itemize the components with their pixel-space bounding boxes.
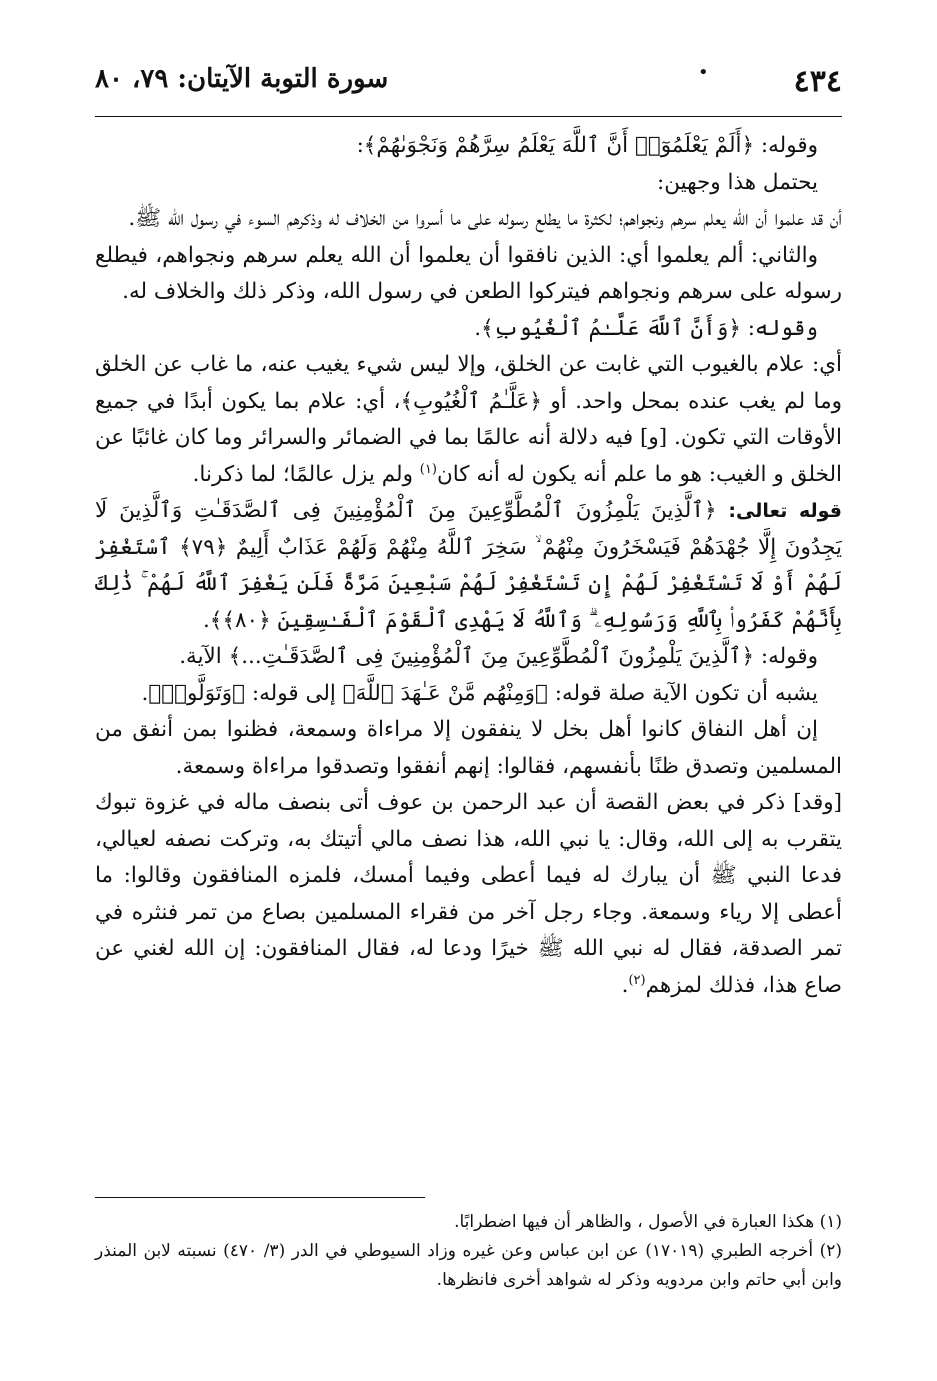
footnotes	[95, 1208, 842, 1295]
paragraph-9: إن أهل النفاق كانوا أهل بخل لا ينفقون إلا مراءاة وسمعة، فظنوا بمن أنفق من المسلمين وتصدق ظنًا بأنفسهم، فقالوا: إنهم أنفقوا وتصدقوا مراءاة وسمعة.	[95, 717, 842, 779]
page-header	[95, 58, 842, 118]
paragraph-6	[95, 347, 842, 493]
paragraph-2: يحتمل هذا وجهين:	[656, 169, 818, 195]
paragraph-7: وقوله: ﴿ٱلَّذِينَ يَلْمِزُونَ ٱلْمُطَّوِّعِينَ مِنَ ٱلْمُؤْمِنِينَ فِى ٱلصَّدَقَـٰتِ...﴾ الآية.	[179, 644, 818, 669]
header-dot: •	[698, 62, 709, 83]
header-divider	[95, 116, 842, 117]
verse-intro: قوله تعالى:	[728, 500, 842, 522]
paragraph-6-end: ولم يزل عالمًا؛ لما ذكرنا.	[192, 461, 420, 487]
paragraph-10-text: [وقد] ذكر في بعض القصة أن عبد الرحمن بن عوف أتى بنصف ماله في غزوة تبوك يتقرب به إلى الله، وقال: يا نبي الله، هذا نصف مالي أتيتك به، وتركت نصفه لعيالي، فدعا النبي ﷺ أن يبارك له فيما أعطى وفيما أمسك، فلمزه المنافقون وقالوا: ما أعطى إلا رياء وسمعة. وجاء رجل آخر من فقراء المسلمين بصاع من تمر فنثره في تمر الصدقة، فقال له نبي الله ﷺ خيرًا ودعا له، فقال المنافقون: إن الله لغني عن صاع هذا، فذلك لمزهم	[95, 790, 842, 998]
paragraph-10	[95, 785, 842, 1004]
footnote-1: (١) هكذا العبارة في الأصول ، والظاهر أن فيها اضطرابًا.	[454, 1212, 842, 1232]
footnote-ref-2: (٢)	[628, 972, 646, 988]
paragraph-6-text: أي: علام بالغيوب التي غابت عن الخلق، وإلا ليس شيء يغيب عنه، ما غاب عن الخلق وما لم يغب عنده بمحل واحد. أو ﴿عَلَّـٰمُ ٱلْغُيُوبِ﴾، أي: علام بما يكون أبدًا في جميع الأوقات التي تكون. [و] فيه دلالة أنه عالمًا بما في الضمائر والسرائر وما كان غائبًا عن الخلق و الغيب: هو ما علم أنه يكون له أنه كان	[95, 352, 842, 487]
paragraph-1: وقوله: ﴿أَلَمْ يَعْلَمُوٓا۟ أَنَّ ٱللَّهَ يَعْلَمُ سِرَّهُمْ وَنَجْوَىٰهُمْ﴾:	[356, 133, 818, 158]
footnote-ref-1: (١)	[419, 461, 437, 477]
paragraph-8: يشبه أن تكون الآية صلة قوله: ﴿وَمِنْهُم مَّنْ عَـٰهَدَ ٱللَّهَ﴾ إلى قوله: ﴿وَتَوَلَّوا۟﴾.	[141, 680, 818, 706]
main-text	[95, 128, 842, 1198]
paragraph-3: أن قد علموا أن الله يعلم سرهم ونجواهم؛ لكثرة ما يطلع رسوله على ما أسروا من الخلاف له وذكرهم السوء في رسول الله ﷺ.	[128, 206, 842, 231]
verse-text: ﴿ٱلَّذِينَ يَلْمِزُونَ ٱلْمُطَّوِّعِينَ مِنَ ٱلْمُؤْمِنِينَ فِى ٱلصَّدَقَـٰتِ وَٱلَّذِينَ لَا يَجِدُونَ إِلَّا جُهْدَهُمْ فَيَسْخَرُونَ مِنْهُمْ ۙ سَخِرَ ٱللَّهُ مِنْهُمْ وَلَهُمْ عَذَابٌ أَلِيمٌ ﴿٧٩﴾ ٱسْتَغْفِرْ لَهُمْ أَوْ لَا تَسْتَغْفِرْ لَهُمْ إِن تَسْتَغْفِرْ لَهُمْ سَبْعِينَ مَرَّةً فَلَن يَغْفِرَ ٱللَّهُ لَهُمْ ۚ ذَٰلِكَ بِأَنَّهُمْ كَفَرُوا۟ بِٱللَّهِ وَرَسُولِهِۦ ۗ وَٱللَّهُ لَا يَهْدِى ٱلْقَوْمَ ٱلْفَـٰسِقِينَ ﴿٨٠﴾﴾.	[95, 498, 842, 633]
running-title: سورة التوبة الآيتان: ٧٩، ٨٠	[95, 64, 389, 94]
paragraph-4: والثاني: ألم يعلموا أي: الذين نافقوا أن يعلموا أن الله يعلم سرهم ونجواهم، فيطلع رسوله على سرهم ونجواهم فيتركوا الطعن في رسول الله، وذكر ذلك والخلاف له.	[95, 242, 842, 304]
footnote-2: (٢) أخرجه الطبري (١٧٠١٩) عن ابن عباس وعن غيره وزاد السيوطي في الدر (٣/ ٤٧٠) نسبته لابن المنذر وابن أبي حاتم وابن مردويه وذكر له شواهد أخرى فانظرها.	[95, 1241, 843, 1290]
paragraph-5: وقوله: ﴿وَأَنَّ ٱللَّهَ عَلَّـٰمُ ٱلْغُيُوبِ﴾.	[474, 315, 818, 341]
verse-block	[95, 493, 842, 639]
page-number: ٤٣٤	[793, 64, 842, 99]
footnote-divider	[95, 1197, 425, 1198]
paragraph-10-end: .	[621, 972, 629, 998]
